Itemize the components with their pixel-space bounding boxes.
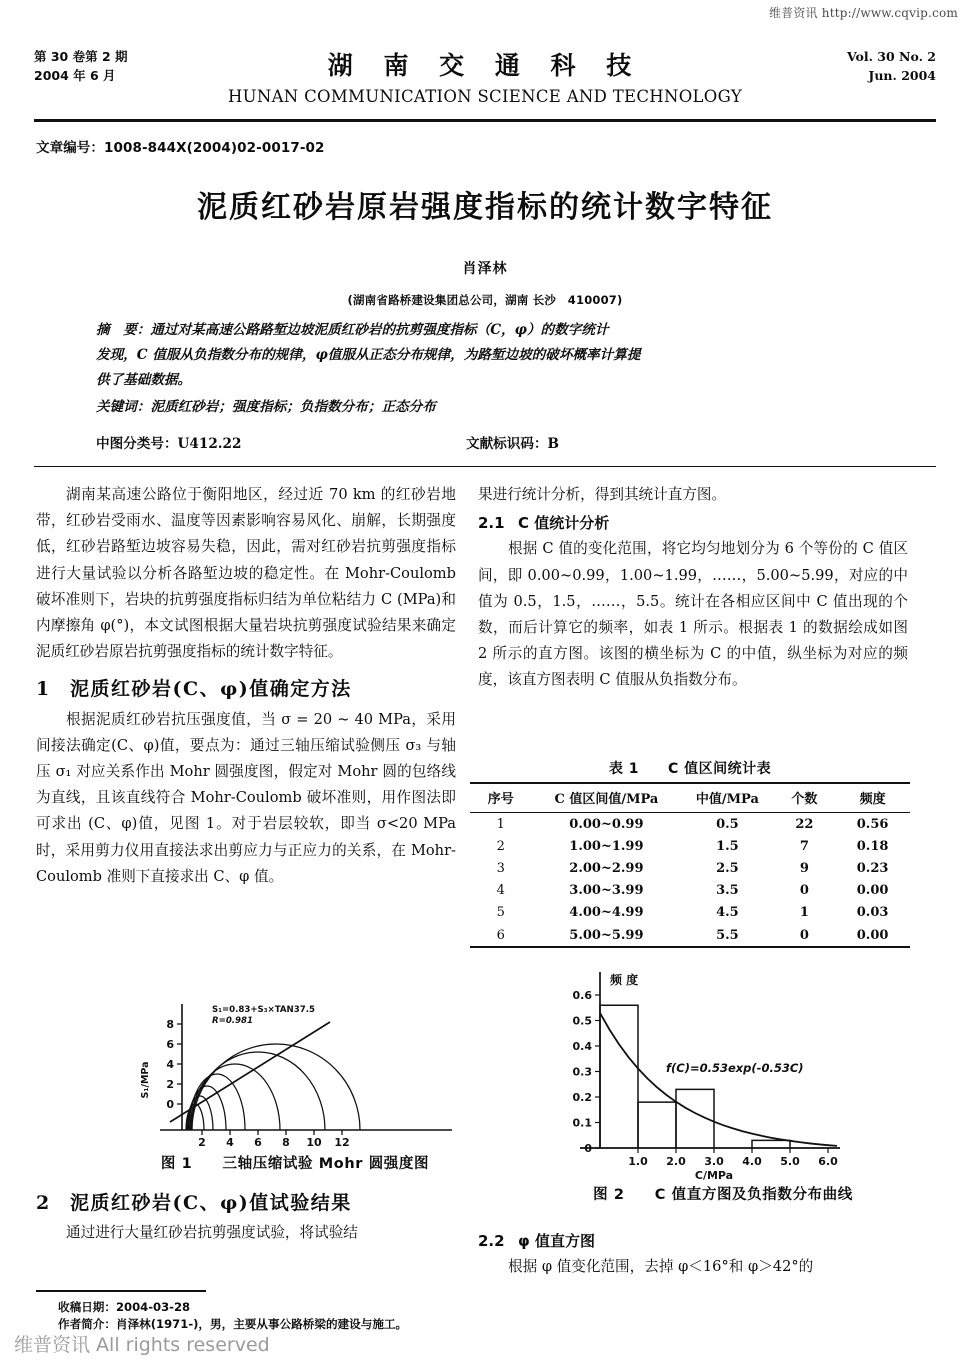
abstract-block	[96, 318, 880, 420]
table-header-cell: 序号	[487, 792, 514, 807]
abstract-line-3: 供了基础数据。	[96, 372, 192, 388]
figure-1-graphic	[130, 1000, 460, 1150]
section-heading-2-2-number: 2.2	[478, 1232, 505, 1250]
table-cell: 9	[799, 860, 809, 876]
figure-2-ylabel: 频 度	[610, 973, 639, 987]
section-heading-2-2-text: φ 值直方图	[518, 1232, 595, 1250]
table-cell: 0.5	[716, 816, 739, 832]
svg-text:0: 0	[166, 1098, 174, 1111]
article-number: 文章编号：1008-844X(2004)02-0017-02	[36, 140, 325, 156]
table-cell: 1.5	[716, 838, 739, 854]
masthead-volume-en	[847, 48, 936, 86]
section-heading-2-2	[478, 1228, 908, 1254]
table-cell: 0.03	[856, 905, 889, 921]
svg-text:6.0: 6.0	[818, 1155, 838, 1168]
left-paragraph-2: 根据泥质红砂岩抗压强度值，当 σ = 20 ~ 40 MPa，采用间接法确定(C、φ)值，要点为：通过三轴压缩试验侧压 σ₃ 与轴压 σ₁ 对应关系作出 Mohr 圆强度图，假定对 Mohr 圆的包络线为直线，且该直线符合 Mohr-Coulomb 破坏准则，用作图法即可求出 (C、φ)值，见图 1。对于岩层较软，即当 σ<20 MPa 时，采用剪力仪用直接法求出剪应力与正应力的关系，在 Mohr-Coulomb 准则下直接求出 C、φ 值。	[36, 710, 456, 885]
table-cell: 0	[799, 927, 809, 943]
table-cell: 3	[496, 860, 505, 876]
svg-text:0.2: 0.2	[572, 1091, 592, 1104]
table-row	[470, 880, 910, 902]
svg-text:12: 12	[334, 1136, 350, 1149]
figure-1-r-value: R=0.981	[212, 1016, 254, 1026]
svg-text:0.1: 0.1	[572, 1116, 592, 1130]
figure-1	[130, 1000, 460, 1173]
section-heading-1-text: 泥质红砂岩(C、φ)值确定方法	[70, 678, 352, 701]
journal-title-cn: 湖 南 交 通 科 技	[327, 51, 643, 80]
table-cell: 0.00~0.99	[569, 816, 644, 832]
footnote-divider	[36, 1290, 206, 1292]
svg-text:2: 2	[166, 1078, 174, 1091]
table-row	[470, 924, 910, 947]
section-heading-2-number: 2	[36, 1192, 51, 1214]
table-header-cell: C 值区间值/MPa	[554, 792, 659, 807]
table-cell: 5	[496, 905, 505, 921]
left-column-continued	[36, 1190, 456, 1246]
svg-text:5.0: 5.0	[780, 1155, 800, 1168]
table-cell: 0.56	[856, 816, 889, 832]
masthead-volume-line1: 第 30 卷第 2 期	[34, 49, 128, 64]
author-affiliation: (湖南省路桥建设集团总公司，湖南 长沙 410007)	[347, 293, 623, 307]
table-header-row	[470, 783, 910, 813]
svg-text:6: 6	[166, 1038, 174, 1051]
table-cell: 1	[799, 905, 809, 921]
svg-text:4: 4	[166, 1058, 174, 1071]
abstract-line-1: 摘 要：通过对某高速公路路堑边坡泥质红砂岩的抗剪强度指标（C，φ）的数字统计	[96, 322, 609, 338]
watermark-bottom: 维普资讯 All rights reserved	[14, 1334, 270, 1356]
table-cell: 0.00	[856, 883, 889, 899]
svg-text:2: 2	[198, 1136, 206, 1149]
figure-1-caption: 图 1 三轴压缩试验 Mohr 圆强度图	[160, 1156, 430, 1172]
svg-text:10: 10	[306, 1136, 322, 1149]
table-cell: 0.23	[856, 860, 889, 876]
right-paragraph-3: 根据 φ 值变化范围，去掉 φ＜16°和 φ＞42°的	[508, 1258, 814, 1276]
table-cell: 3.5	[716, 883, 739, 899]
right-paragraph-2: 根据 C 值的变化范围，将它均匀地划分为 6 个等份的 C 值区间，即 0.00~0.99，1.00~1.99，……，5.00~5.99，对应的中值为 0.5，1.5，……，5.5。统计在各相应区间中 C 值出现的个数，而后计算它的频率，如表 1 所示。根据表 1 的数据绘成如图 2 所示的直方图。该图的横坐标为 C 的中值，纵坐标为对应的频度，该直方图表明 C 值服从负指数分布。	[478, 540, 909, 689]
figure-2-annotation: f(C)=0.53exp(-0.53C)	[666, 1061, 804, 1075]
figure-2-xlabel: C/MPa	[694, 1169, 734, 1181]
svg-text:6: 6	[254, 1136, 262, 1149]
svg-text:4.0: 4.0	[742, 1155, 762, 1168]
table-cell: 3.00~3.99	[569, 883, 644, 899]
masthead-divider	[34, 119, 936, 122]
svg-text:1.0: 1.0	[628, 1155, 648, 1168]
section-heading-2-1	[478, 510, 908, 536]
masthead	[34, 46, 936, 116]
table-cell: 1.00~1.99	[569, 838, 644, 854]
section-heading-2-text: 泥质红砂岩(C、φ)值试验结果	[70, 1192, 352, 1214]
table-cell: 5.00~5.99	[569, 927, 644, 943]
svg-text:8: 8	[166, 1018, 174, 1031]
table-cell: 2	[496, 838, 505, 854]
table-cell: 4.00~4.99	[569, 905, 644, 921]
figure-1-ylabel: S₁/MPa	[140, 1061, 151, 1099]
masthead-vol-en-line2: Jun. 2004	[868, 67, 936, 83]
table-cell: 0	[799, 883, 809, 899]
svg-text:8: 8	[282, 1136, 290, 1149]
keywords: 关键词：泥质红砂岩；强度指标；负指数分布；正态分布	[96, 399, 436, 415]
table-row	[470, 813, 910, 836]
left-paragraph-1: 湖南某高速公路位于衡阳地区，经过近 70 km 的红砂岩地带，红砂岩受雨水、温度等因素影响容易风化、崩解，长期强度低，红砂岩路堑边坡容易失稳，因此，需对红砂岩抗剪强度指标进行大量试验以分析各路堑边坡的稳定性。在 Mohr-Coulomb 破坏准则下，岩块的抗剪强度指标归结为单位粘结力 C (MPa)和内摩擦角 φ(°)，本文试图根据大量岩块抗剪强度试验结果来确定泥质红砂岩原岩抗剪强度指标的统计数字特征。	[36, 486, 456, 661]
figure-1-equation: S₁=0.83+S₃×TAN37.5	[212, 1005, 315, 1015]
table-cell: 4	[496, 883, 505, 899]
exponential-curve	[600, 1013, 837, 1146]
watermark-top: 维普资讯 http://www.cqvip.com	[768, 6, 958, 20]
table-cell: 0.18	[856, 838, 889, 854]
masthead-journal	[34, 46, 936, 106]
abstract-line-2: 发现，C 值服从负指数分布的规律，φ值服从正态分布规律，为路堑边坡的破坏概率计算提	[96, 347, 641, 363]
table-1-wrapper	[470, 758, 910, 948]
section-heading-2-1-text: C 值统计分析	[518, 514, 610, 533]
svg-text:0.6: 0.6	[572, 989, 592, 1002]
table-cell: 22	[795, 816, 814, 832]
document-code: 文献标识码：B	[466, 436, 560, 452]
figure-2	[548, 966, 898, 1204]
svg-text:4: 4	[226, 1136, 234, 1149]
right-paragraph-1: 果进行统计分析，得到其统计直方图。	[478, 486, 727, 503]
histogram-bars	[600, 1005, 790, 1148]
table-cell: 2.00~2.99	[569, 860, 644, 876]
table-cell: 0.00	[856, 927, 889, 943]
table-cell: 4.5	[716, 905, 739, 921]
section-heading-1-number: 1	[36, 678, 51, 701]
page-title: 泥质红砂岩原岩强度指标的统计数字特征	[197, 190, 773, 225]
table-cell: 2.5	[716, 860, 739, 876]
footnote-author-bio: 作者简介：肖泽林(1971-)，男，主要从事公路桥梁的建设与施工。	[58, 1317, 408, 1331]
journal-title-en: HUNAN COMMUNICATION SCIENCE AND TECHNOLOGY	[227, 87, 743, 106]
section-heading-2	[36, 1190, 456, 1216]
footnote-received-date: 收稿日期：2004-03-28	[58, 1300, 191, 1314]
table-header-cell: 中值/MPa	[695, 792, 759, 807]
section-heading-1	[36, 676, 456, 702]
svg-text:3.0: 3.0	[704, 1155, 724, 1168]
table-row	[470, 835, 910, 857]
masthead-vol-en-line1: Vol. 30 No. 2	[846, 49, 936, 64]
table-header-cell: 频度	[859, 792, 886, 807]
right-column-continued	[478, 1228, 908, 1280]
svg-text:2.0: 2.0	[666, 1155, 686, 1168]
table-row	[470, 902, 910, 924]
masthead-volume-line2: 2004 年 6 月	[34, 67, 116, 83]
svg-text:0.4: 0.4	[572, 1040, 592, 1053]
table-cell: 5.5	[716, 927, 739, 943]
footnote-block	[58, 1299, 488, 1333]
svg-text:0: 0	[584, 1142, 592, 1155]
table-1-caption: 表 1 C 值区间统计表	[608, 761, 772, 777]
table-cell: 7	[799, 838, 809, 854]
abstract-divider	[34, 466, 936, 467]
svg-text:0.5: 0.5	[572, 1014, 592, 1028]
table-cell: 6	[496, 927, 505, 943]
table-row	[470, 857, 910, 879]
table-1	[470, 782, 910, 948]
figure-2-caption: 图 2 C 值直方图及负指数分布曲线	[593, 1187, 853, 1203]
svg-text:0.3: 0.3	[572, 1065, 592, 1079]
clc-number: 中图分类号：U412.22	[96, 436, 242, 452]
right-column	[478, 482, 908, 694]
table-header-cell: 个数	[791, 792, 818, 807]
left-paragraph-3: 通过进行大量红砂岩抗剪强度试验，将试验结	[66, 1224, 358, 1242]
figure-2-graphic	[548, 966, 898, 1181]
author-name: 肖泽林	[462, 261, 508, 277]
table-cell: 1	[496, 816, 505, 832]
section-heading-2-1-number: 2.1	[478, 514, 505, 533]
left-column	[36, 482, 456, 890]
